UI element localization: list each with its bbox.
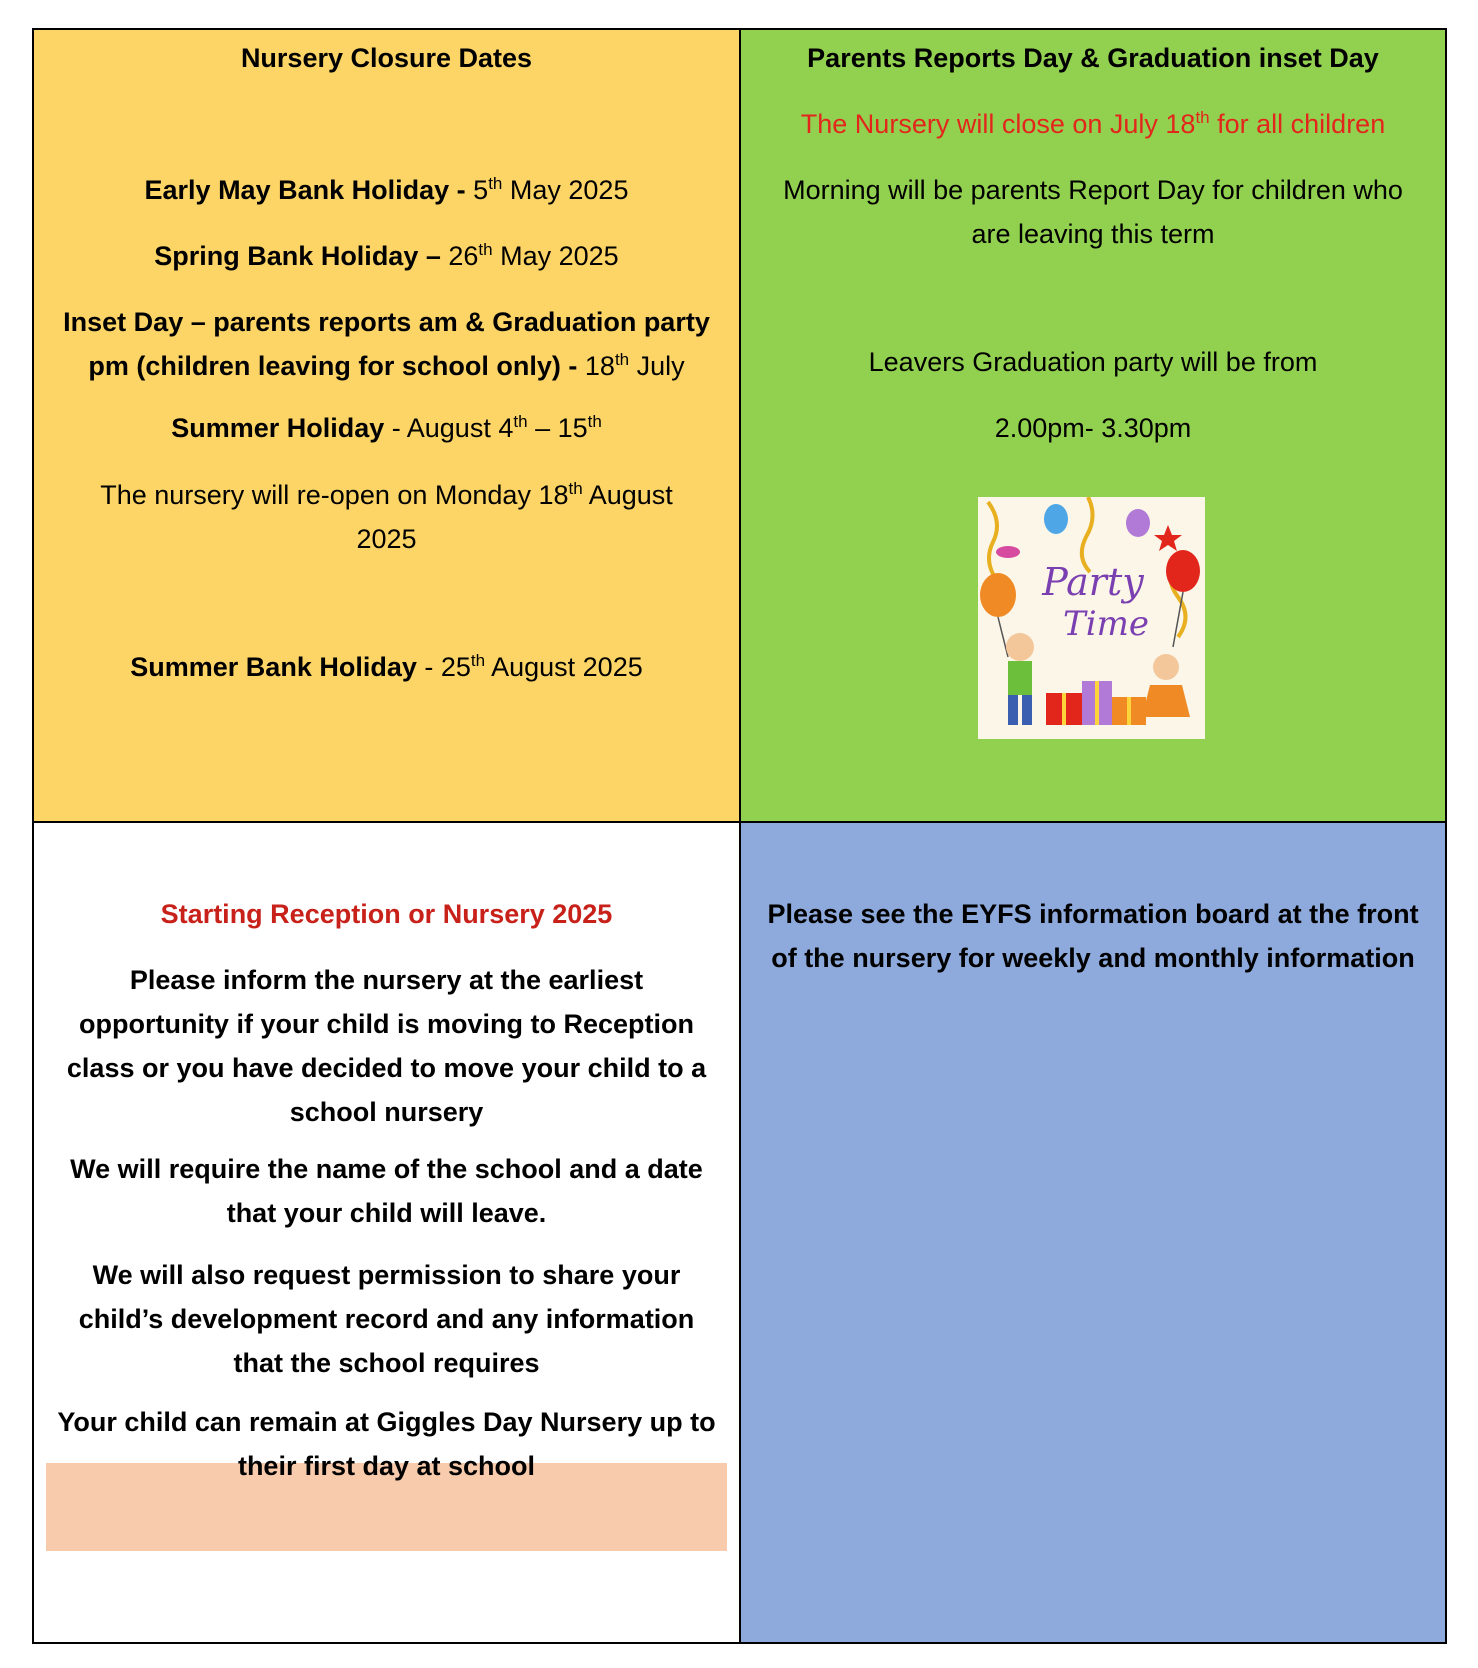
balloon-icon bbox=[980, 573, 1016, 617]
starting-title: Starting Reception or Nursery 2025 bbox=[160, 899, 613, 929]
report-day-info: Morning will be parents Report Day for children who are leaving this term bbox=[783, 175, 1403, 249]
party-time-image bbox=[978, 497, 1205, 739]
early-may-bank-holiday: Early May Bank Holiday - 5th May 2025 bbox=[144, 174, 629, 205]
permission-paragraph: We will also request permission to share your child’s development record and any information that the school requires bbox=[78, 1260, 695, 1378]
balloon-icon bbox=[1166, 550, 1200, 592]
party-time: 2.00pm- 3.30pm bbox=[994, 413, 1192, 443]
balloon-icon bbox=[1126, 509, 1150, 537]
remain-notice: Your child can remain at Giggles Day Nursery up to their first day at school bbox=[57, 1407, 716, 1481]
graduation-panel bbox=[741, 30, 1445, 823]
spring-bank-holiday: Spring Bank Holiday – 26th May 2025 bbox=[154, 240, 619, 271]
info-grid bbox=[32, 28, 1447, 1644]
starting-reception-panel bbox=[34, 823, 741, 1642]
graduation-title: Parents Reports Day & Graduation inset Day bbox=[807, 43, 1379, 73]
closure-title: Nursery Closure Dates bbox=[240, 43, 533, 73]
party-word: Party bbox=[1042, 560, 1144, 604]
party-from: Leavers Graduation party will be from bbox=[868, 347, 1318, 377]
child-boy-icon bbox=[1006, 633, 1034, 661]
mask-icon bbox=[996, 546, 1020, 558]
eyfs-notice: Please see the EYFS information board at the front of the nursery for weekly and monthly information bbox=[767, 899, 1419, 973]
time-word: Time bbox=[1063, 604, 1149, 644]
child-girl-icon bbox=[1153, 654, 1179, 680]
inform-paragraph: Please inform the nursery at the earliest opportunity if your child is moving to Reception class or you have decided to move your child to a school nursery bbox=[66, 965, 707, 1127]
eyfs-panel bbox=[741, 823, 1445, 1642]
require-paragraph: We will require the name of the school and a date that your child will leave. bbox=[70, 1154, 703, 1228]
closure-dates-panel bbox=[34, 30, 741, 823]
summer-holiday: Summer Holiday - August 4th – 15th bbox=[171, 412, 602, 443]
inset-day: Inset Day – parents reports am & Graduation party pm (children leaving for school only) - 18th July bbox=[63, 307, 710, 381]
close-notice: The Nursery will close on July 18th for all children bbox=[800, 108, 1386, 139]
balloon-icon bbox=[1044, 504, 1068, 534]
summer-bank-holiday: Summer Bank Holiday - 25th August 2025 bbox=[130, 651, 643, 682]
reopen-notice: The nursery will re-open on Monday 18th August 2025 bbox=[100, 479, 673, 554]
